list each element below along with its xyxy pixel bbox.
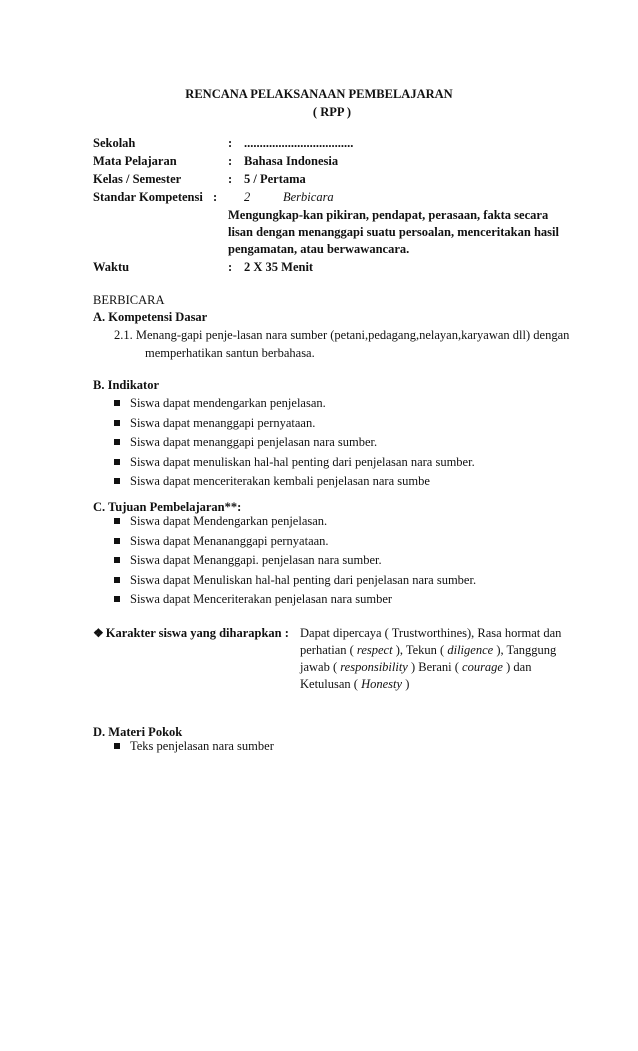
- list-item: Teks penjelasan nara sumber: [114, 737, 274, 757]
- karakter-line: Ketulusan ( Honesty ): [300, 677, 410, 691]
- karakter-label-row: [93, 626, 289, 641]
- sk-description-line: lisan dengan menanggapi suatu persoalan, menceritakan hasil: [228, 225, 559, 239]
- list-item: Siswa dapat menanggapi penjelasan nara sumber.: [114, 433, 475, 453]
- list-item: Siswa dapat mendengarkan penjelasan.: [114, 394, 475, 414]
- square-bullet-icon: [114, 743, 120, 749]
- section-c-heading: C. Tujuan Pembelajaran**:: [93, 500, 242, 514]
- karakter-line: Dapat dipercaya ( Trustworthines), Rasa hormat dan: [300, 626, 562, 640]
- list-item: Siswa dapat Menceriterakan penjelasan nara sumber: [114, 590, 476, 610]
- square-bullet-icon: [114, 478, 120, 484]
- square-bullet-icon: [114, 518, 120, 524]
- colon: :: [228, 154, 233, 168]
- list-item: Siswa dapat menanggapi pernyataan.: [114, 414, 475, 434]
- kompetensi-dasar-item: 2.1. Menang-gapi penje-lasan nara sumber (petani,pedagang,nelayan,karyawan dll) dengan: [114, 328, 570, 342]
- square-bullet-icon: [114, 400, 120, 406]
- list-item: Siswa dapat menuliskan hal-hal penting dari penjelasan nara sumber.: [114, 453, 475, 473]
- document-title: RENCANA PELAKSANAAN PEMBELAJARAN: [185, 87, 453, 101]
- list-item: Siswa dapat Mendengarkan penjelasan.: [114, 512, 476, 532]
- label-mata-pelajaran: Mata Pelajaran: [93, 154, 177, 168]
- square-bullet-icon: [114, 596, 120, 602]
- tujuan-list: [114, 512, 476, 610]
- colon: :: [228, 260, 233, 274]
- square-bullet-icon: [114, 459, 120, 465]
- list-item: Siswa dapat Menuliskan hal-hal penting dari penjelasan nara sumber.: [114, 571, 476, 591]
- label-waktu: Waktu: [93, 260, 130, 274]
- label-sekolah: Sekolah: [93, 136, 136, 150]
- colon: :: [228, 136, 233, 150]
- label-standar-kompetensi: Standar Kompetensi: [93, 190, 203, 204]
- karakter-line: perhatian ( respect ), Tekun ( diligence ), Tanggung: [300, 643, 557, 657]
- label-kelas-semester: Kelas / Semester: [93, 172, 182, 186]
- list-item: Siswa dapat menceriterakan kembali penjelasan nara sumbe: [114, 472, 475, 492]
- sk-description-line: Mengungkap-kan pikiran, pendapat, perasaan, fakta secara: [228, 208, 549, 222]
- colon: :: [213, 190, 218, 204]
- indikator-list: [114, 394, 475, 492]
- section-d-heading: D. Materi Pokok: [93, 725, 183, 739]
- sk-description-line: pengamatan, atau berwawancara.: [228, 242, 410, 256]
- section-berbicara: BERBICARA: [93, 293, 165, 307]
- value-mata-pelajaran: Bahasa Indonesia: [244, 154, 339, 168]
- kompetensi-dasar-item-cont: memperhatikan santun berbahasa.: [145, 346, 315, 360]
- section-a-heading: A. Kompetensi Dasar: [93, 310, 208, 324]
- value-sekolah: ...................................: [244, 136, 354, 150]
- list-item: Siswa dapat Menananggapi pernyataan.: [114, 532, 476, 552]
- square-bullet-icon: [114, 538, 120, 544]
- karakter-label: Karakter siswa yang diharapkan :: [105, 626, 289, 640]
- materi-list: [114, 737, 274, 757]
- square-bullet-icon: [114, 577, 120, 583]
- list-item: Siswa dapat Menanggapi. penjelasan nara sumber.: [114, 551, 476, 571]
- karakter-line: jawab ( responsibility ) Berani ( courage ) dan: [300, 660, 532, 674]
- colon: :: [228, 172, 233, 186]
- square-bullet-icon: [114, 420, 120, 426]
- document-subtitle: ( RPP ): [312, 105, 352, 119]
- section-b-heading: B. Indikator: [93, 378, 159, 392]
- sk-number: 2: [244, 190, 251, 204]
- square-bullet-icon: [114, 439, 120, 445]
- square-bullet-icon: [114, 557, 120, 563]
- value-waktu: 2 X 35 Menit: [244, 260, 314, 274]
- diamond-bullet-icon: ❖: [93, 626, 104, 640]
- sk-name: Berbicara: [283, 190, 334, 204]
- value-kelas-semester: 5 / Pertama: [244, 172, 306, 186]
